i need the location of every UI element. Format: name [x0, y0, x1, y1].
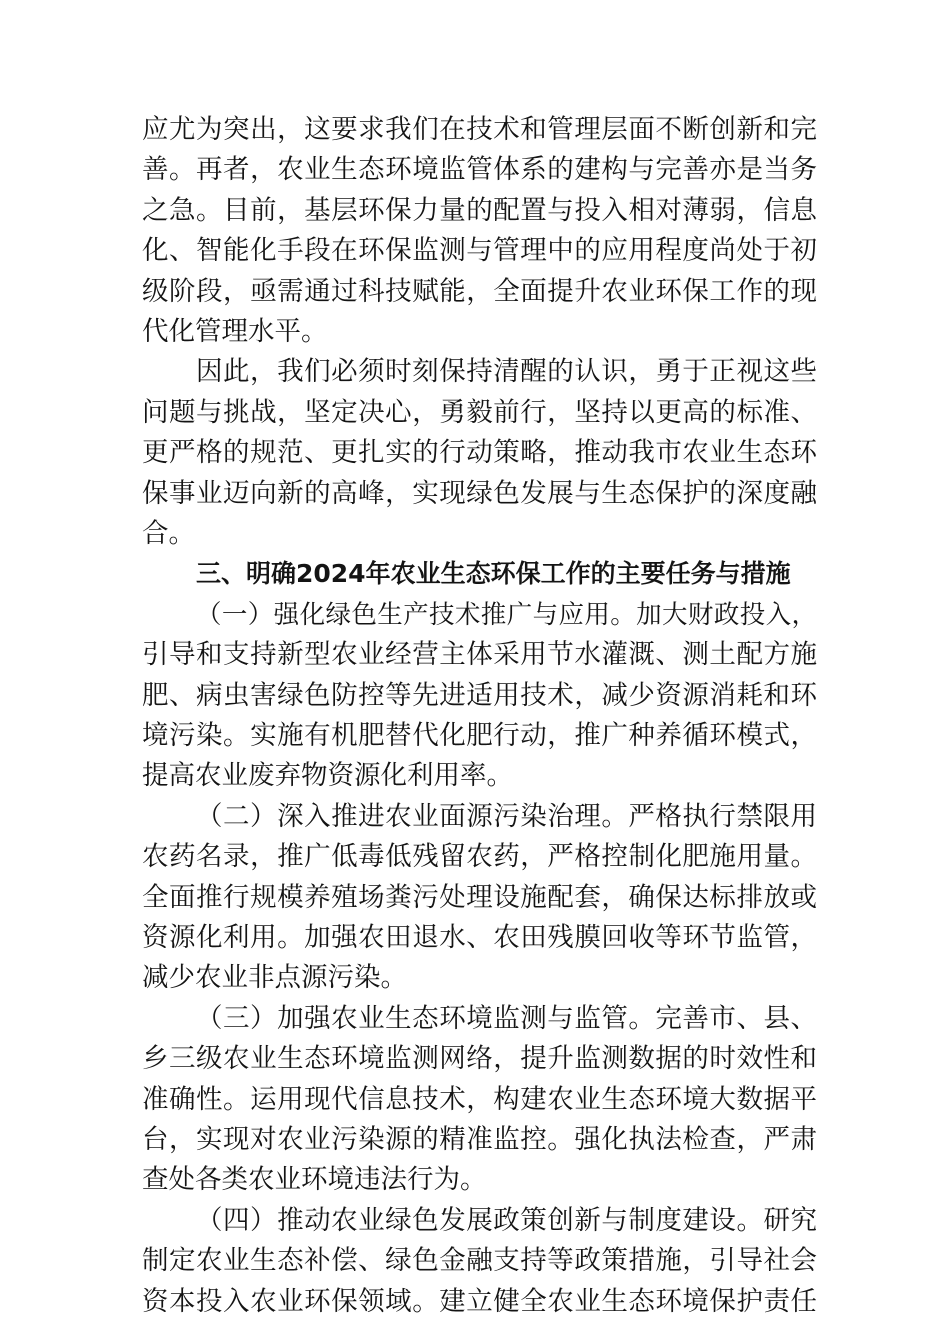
text-line: 应尤为突出，这要求我们在技术和管理层面不断创新和完 — [142, 114, 817, 145]
text-line: （一）强化绿色生产技术推广与应用。加大财政投入， — [196, 600, 817, 630]
text-line: 台，实现对农业污染源的精准监控。强化执法检查，严肃 — [142, 1124, 817, 1155]
text-line: 问题与挑战，坚定决心，勇毅前行，坚持以更高的标准、 — [142, 397, 817, 428]
text-line: （三）加强农业生态环境监测与监管。完善市、县、 — [196, 1003, 817, 1034]
text-line: （二）深入推进农业面源污染治理。严格执行禁限用 — [196, 801, 817, 832]
text-line: 之急。目前，基层环保力量的配置与投入相对薄弱，信息 — [142, 195, 817, 226]
text-line: 引导和支持新型农业经营主体采用节水灌溉、测土配方施 — [142, 639, 817, 670]
text-line: 善。再者，农业生态环境监管体系的建构与完善亦是当务 — [142, 154, 817, 185]
text-line: 减少农业非点源污染。 — [142, 962, 407, 993]
text-line: 提高农业废弃物资源化利用率。 — [142, 760, 513, 791]
text-line: 准确性。运用现代信息技术，构建农业生态环境大数据平 — [142, 1084, 817, 1115]
text-line: 合。 — [142, 518, 195, 549]
text-line: 保事业迈向新的高峰，实现绿色发展与生态保护的深度融 — [142, 478, 817, 509]
text-line: 更严格的规范、更扎实的行动策略，推动我市农业生态环 — [142, 437, 817, 468]
text-line: 乡三级农业生态环境监测网络，提升监测数据的时效性和 — [142, 1043, 817, 1074]
text-line: 代化管理水平。 — [142, 316, 328, 347]
text-line: 境污染。实施有机肥替代化肥行动，推广种养循环模式， — [142, 720, 817, 751]
text-line: 级阶段，亟需通过科技赋能，全面提升农业环保工作的现 — [142, 276, 817, 307]
text-line: 因此，我们必须时刻保持清醒的认识，勇于正视这些 — [196, 356, 817, 387]
text-line: 化、智能化手段在环保监测与管理中的应用程度尚处于初 — [142, 235, 817, 266]
text-line: 农药名录，推广低毒低残留农药，严格控制化肥施用量。 — [142, 841, 817, 872]
text-line: 肥、病虫害绿色防控等先进适用技术，减少资源消耗和环 — [142, 680, 817, 711]
section-heading: 三、明确2024年农业生态环保工作的主要任务与措施 — [196, 559, 791, 588]
text-line: 资源化利用。加强农田退水、农田残膜回收等环节监管， — [142, 922, 817, 953]
text-line: 全面推行规模养殖场粪污处理设施配套，确保达标排放或 — [142, 882, 817, 913]
text-line: 查处各类农业环境违法行为。 — [142, 1164, 487, 1195]
text-line: 制定农业生态补偿、绿色金融支持等政策措施，引导社会 — [142, 1245, 817, 1276]
text-line: 资本投入农业环保领域。建立健全农业生态环境保护责任 — [142, 1286, 817, 1317]
text-line: （四）推动农业绿色发展政策创新与制度建设。研究 — [196, 1205, 817, 1236]
